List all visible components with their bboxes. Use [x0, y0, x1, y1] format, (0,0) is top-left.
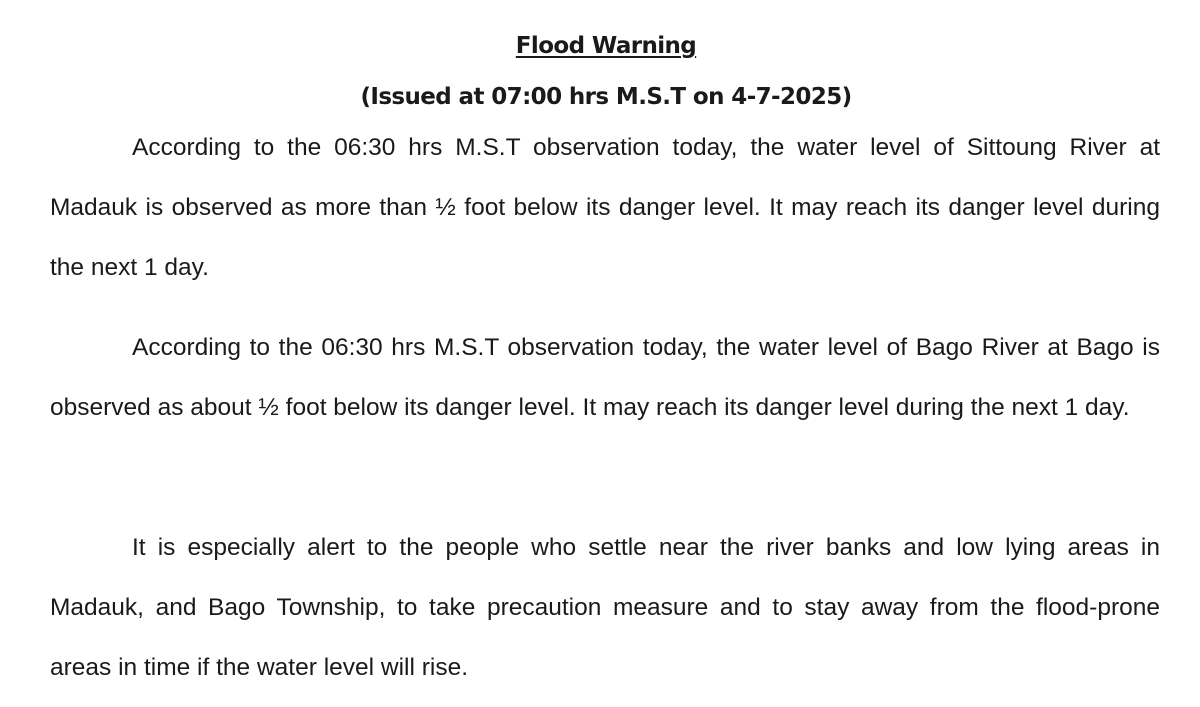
paragraph-sittoung-river: According to the 06:30 hrs M.S.T observation today, the water level of Sittoung River at Madauk is observed as more than ½ foot below its danger level. It may reach its danger level during the next 1 day. [50, 134, 1160, 281]
paragraph-bago-river: According to the 06:30 hrs M.S.T observation today, the water level of Bago River at Bago is observed as about ½ foot below its danger level. It may reach its danger level during the next 1 day. [50, 334, 1160, 421]
document-title: Flood Warning [515, 33, 697, 59]
issued-time: (Issued at 07:00 hrs M.S.T on 4-7-2025) [360, 84, 852, 110]
paragraph-public-alert: It is especially alert to the people who settle near the river banks and low lying areas in Madauk, and Bago Township, to take precaution measure and to stay away from the flood-prone areas in time if the water level will rise. [50, 534, 1160, 681]
